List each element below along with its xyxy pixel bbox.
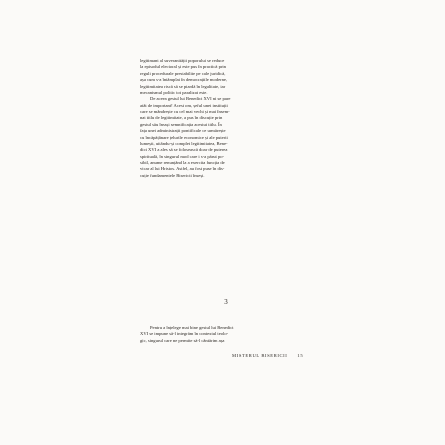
text-line: legitimant al suveranității poporului se reduce xyxy=(140,58,225,63)
text-line: fața unei administrații pontificale ce urmărește xyxy=(140,128,226,134)
text-line: reguli procedurale prestabilite pe cale juridică, xyxy=(140,70,226,76)
text-line: spirituală, în singurul mod care i s-a părut po- xyxy=(140,153,225,159)
text-line: XVI se impune să-l integrăm în contextul teolo- xyxy=(140,331,229,337)
text-line: legitimitatea riscă să se piardă în legalitate, iar xyxy=(140,83,226,89)
text-line: vicar al lui Hristos. Astfel, au fost puse în dis- xyxy=(140,166,225,172)
page-number: 15 xyxy=(297,353,304,358)
text-line: atât de important! Acest om, șeful unei instituții xyxy=(140,102,228,108)
text-line: dict XVI a ales să se folosească doar de puterea xyxy=(140,147,228,153)
page-footer xyxy=(232,353,303,358)
text-line: nat titlu de legitimitate, a pus în discuție prin xyxy=(140,115,223,121)
section-number: 3 xyxy=(224,298,228,306)
section-text-block xyxy=(140,325,312,344)
text-line: cuție fundamentele Bisericii înseși. xyxy=(140,172,205,178)
text-line: așa cum s-a întâmplat în democrațiile moderne, xyxy=(140,77,228,83)
text-line: lumești, uitându-și complet legitimitatea, Bene- xyxy=(140,140,228,146)
text-line: Pentru a înțelege mai bine gestul lui Benedict xyxy=(150,325,234,330)
text-line: care se mândrește cu cel mai vechi și mai însem- xyxy=(140,109,230,114)
running-title: MISTERUL BISERICII xyxy=(232,353,288,358)
text-line: cu încăpățânare țelurile economice și ale puterii xyxy=(140,134,228,140)
main-text-block xyxy=(140,58,312,179)
text-line: De aceea gestul lui Benedict XVI ni se pare xyxy=(150,96,231,102)
text-line: la episodul electoral și este pus în practică prin xyxy=(140,64,226,70)
text-line: mecanismul politic tot paralizat este. xyxy=(140,89,208,95)
text-line: sibil, anume renunțând la a exercita funcția de xyxy=(140,160,225,165)
text-line: gestul său înssși semnificația acestui titlu. În xyxy=(140,121,222,127)
text-line: gic, singurul care ne permite să-l cântărim așa xyxy=(140,337,225,343)
